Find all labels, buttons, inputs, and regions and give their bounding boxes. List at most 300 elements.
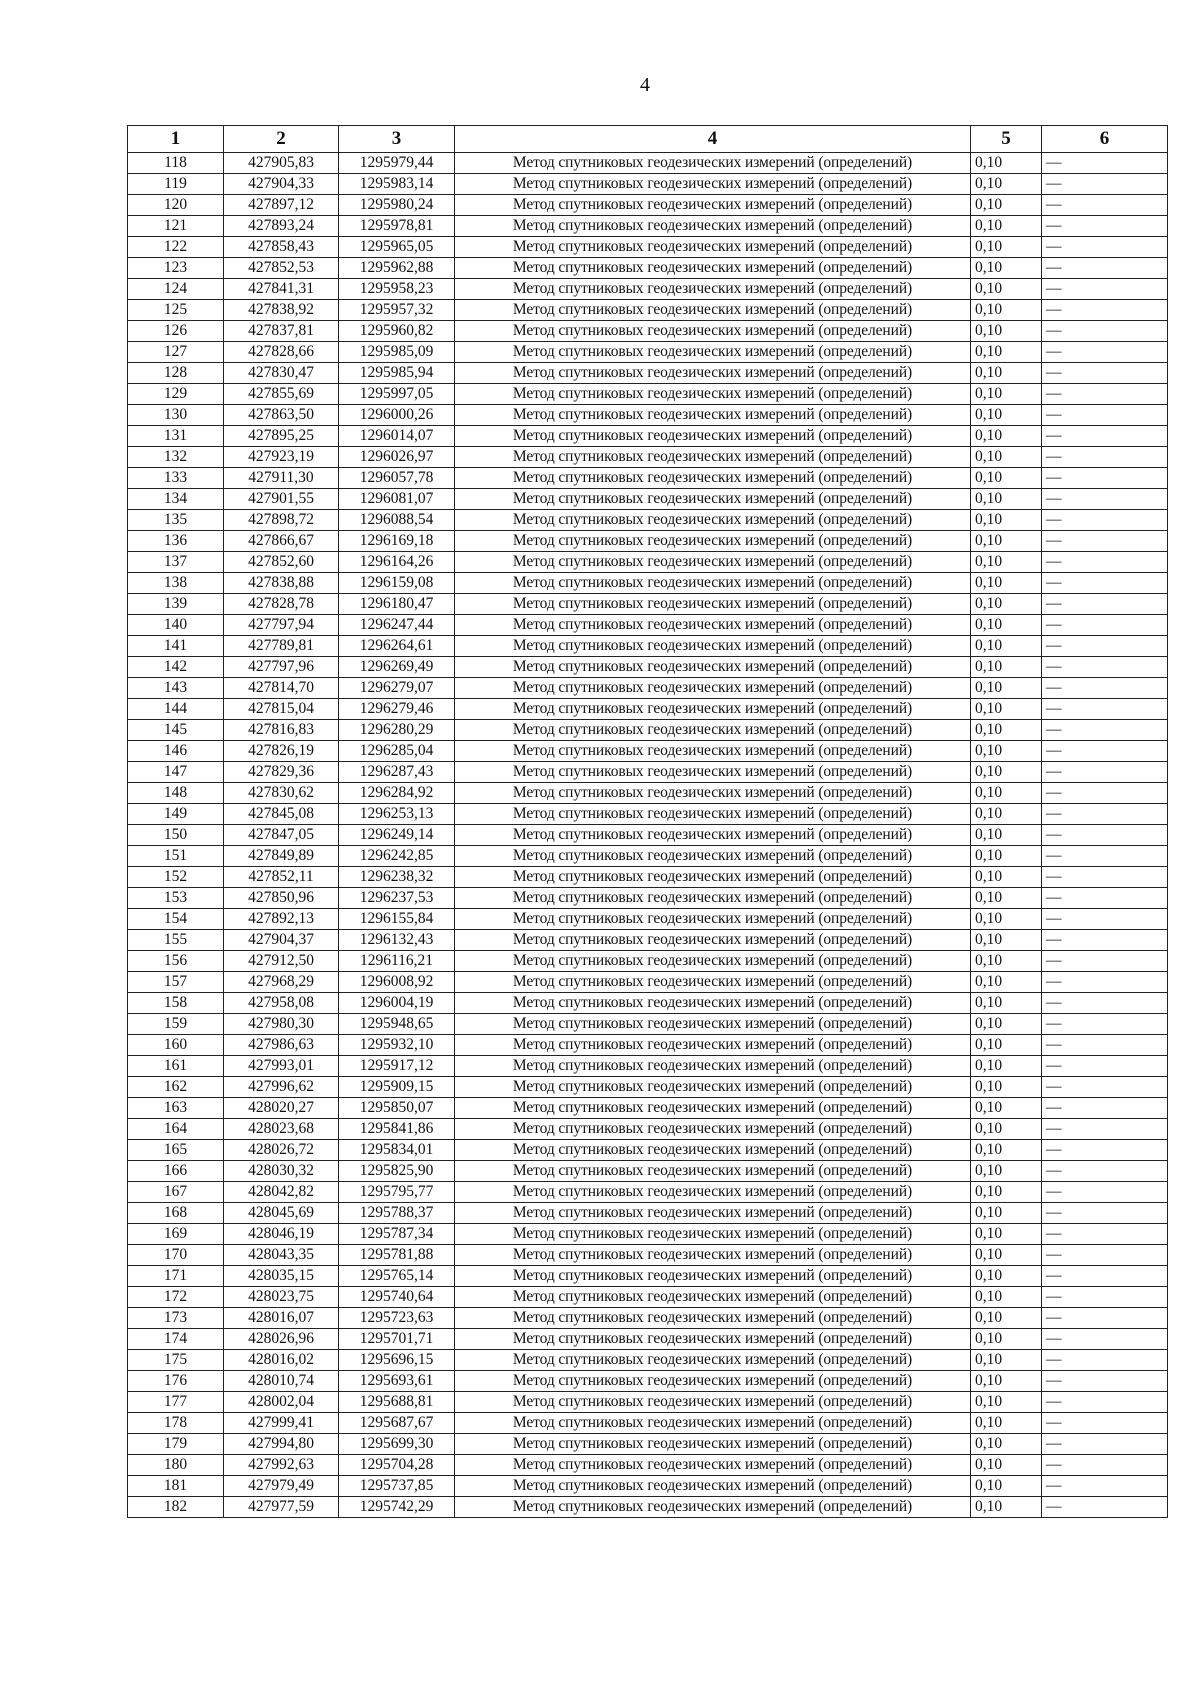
method-cell: Метод спутниковых геодезических измерений (определений) (455, 426, 971, 447)
point-number-cell: 157 (128, 972, 224, 993)
accuracy-cell: 0,10 (971, 468, 1042, 489)
accuracy-cell: 0,10 (971, 1182, 1042, 1203)
method-cell: Метод спутниковых геодезических измерений (определений) (455, 405, 971, 426)
coordinate-x-cell: 428042,82 (224, 1182, 339, 1203)
note-cell: — (1042, 468, 1168, 489)
table-row (128, 1224, 1168, 1245)
table-row (128, 279, 1168, 300)
point-number-cell: 134 (128, 489, 224, 510)
coordinate-x-cell: 427979,49 (224, 1476, 339, 1497)
note-cell: — (1042, 867, 1168, 888)
coordinate-x-cell: 427830,47 (224, 363, 339, 384)
point-number-cell: 164 (128, 1119, 224, 1140)
note-cell: — (1042, 846, 1168, 867)
accuracy-cell: 0,10 (971, 174, 1042, 195)
accuracy-cell: 0,10 (971, 1245, 1042, 1266)
coordinate-x-cell: 428010,74 (224, 1371, 339, 1392)
table-row (128, 1203, 1168, 1224)
coordinate-x-cell: 427893,24 (224, 216, 339, 237)
point-number-cell: 133 (128, 468, 224, 489)
method-cell: Метод спутниковых геодезических измерений (определений) (455, 153, 971, 174)
method-cell: Метод спутниковых геодезических измерений (определений) (455, 762, 971, 783)
table-row (128, 1434, 1168, 1455)
accuracy-cell: 0,10 (971, 300, 1042, 321)
note-cell: — (1042, 1182, 1168, 1203)
note-cell: — (1042, 321, 1168, 342)
method-cell: Метод спутниковых геодезических измерений (определений) (455, 720, 971, 741)
coordinate-y-cell: 1295985,09 (339, 342, 455, 363)
coordinate-y-cell: 1296014,07 (339, 426, 455, 447)
table-row (128, 1056, 1168, 1077)
accuracy-cell: 0,10 (971, 1119, 1042, 1140)
coordinate-x-cell: 427847,05 (224, 825, 339, 846)
coordinate-y-cell: 1296164,26 (339, 552, 455, 573)
accuracy-cell: 0,10 (971, 930, 1042, 951)
point-number-cell: 151 (128, 846, 224, 867)
accuracy-cell: 0,10 (971, 258, 1042, 279)
table-row (128, 1350, 1168, 1371)
coordinate-y-cell: 1296004,19 (339, 993, 455, 1014)
accuracy-cell: 0,10 (971, 1371, 1042, 1392)
coordinate-x-cell: 427895,25 (224, 426, 339, 447)
accuracy-cell: 0,10 (971, 1203, 1042, 1224)
coordinate-x-cell: 427828,78 (224, 594, 339, 615)
table-row (128, 888, 1168, 909)
coordinate-x-cell: 428002,04 (224, 1392, 339, 1413)
header-col-1: 1 (128, 126, 224, 153)
table-row (128, 321, 1168, 342)
coordinate-y-cell: 1295965,05 (339, 237, 455, 258)
table-row (128, 1098, 1168, 1119)
point-number-cell: 121 (128, 216, 224, 237)
accuracy-cell: 0,10 (971, 993, 1042, 1014)
table-row (128, 804, 1168, 825)
table-row (128, 468, 1168, 489)
method-cell: Метод спутниковых геодезических измерений (определений) (455, 1224, 971, 1245)
accuracy-cell: 0,10 (971, 195, 1042, 216)
point-number-cell: 130 (128, 405, 224, 426)
point-number-cell: 128 (128, 363, 224, 384)
coordinate-y-cell: 1295723,63 (339, 1308, 455, 1329)
accuracy-cell: 0,10 (971, 804, 1042, 825)
coordinate-x-cell: 427904,33 (224, 174, 339, 195)
coordinate-y-cell: 1296237,53 (339, 888, 455, 909)
accuracy-cell: 0,10 (971, 1350, 1042, 1371)
accuracy-cell: 0,10 (971, 1056, 1042, 1077)
method-cell: Метод спутниковых геодезических измерений (определений) (455, 468, 971, 489)
point-number-cell: 149 (128, 804, 224, 825)
coordinate-y-cell: 1295699,30 (339, 1434, 455, 1455)
point-number-cell: 159 (128, 1014, 224, 1035)
coordinate-x-cell: 428023,75 (224, 1287, 339, 1308)
coordinate-x-cell: 427814,70 (224, 678, 339, 699)
coordinate-x-cell: 427863,50 (224, 405, 339, 426)
coordinate-y-cell: 1296132,43 (339, 930, 455, 951)
coordinate-x-cell: 427797,94 (224, 615, 339, 636)
header-col-2: 2 (224, 126, 339, 153)
coordinate-x-cell: 427828,66 (224, 342, 339, 363)
header-col-3: 3 (339, 126, 455, 153)
method-cell: Метод спутниковых геодезических измерений (определений) (455, 1392, 971, 1413)
method-cell: Метод спутниковых геодезических измерений (определений) (455, 300, 971, 321)
accuracy-cell: 0,10 (971, 384, 1042, 405)
note-cell: — (1042, 1098, 1168, 1119)
point-number-cell: 146 (128, 741, 224, 762)
method-cell: Метод спутниковых геодезических измерений (определений) (455, 951, 971, 972)
accuracy-cell: 0,10 (971, 846, 1042, 867)
method-cell: Метод спутниковых геодезических измерений (определений) (455, 1056, 971, 1077)
note-cell: — (1042, 384, 1168, 405)
point-number-cell: 132 (128, 447, 224, 468)
method-cell: Метод спутниковых геодезических измерений (определений) (455, 1497, 971, 1518)
coordinate-x-cell: 428030,32 (224, 1161, 339, 1182)
point-number-cell: 171 (128, 1266, 224, 1287)
coordinate-y-cell: 1295983,14 (339, 174, 455, 195)
method-cell: Метод спутниковых геодезических измерений (определений) (455, 846, 971, 867)
coordinate-y-cell: 1295696,15 (339, 1350, 455, 1371)
coordinate-y-cell: 1295765,14 (339, 1266, 455, 1287)
method-cell: Метод спутниковых геодезических измерений (определений) (455, 1350, 971, 1371)
coordinate-y-cell: 1296284,92 (339, 783, 455, 804)
coordinate-x-cell: 428035,15 (224, 1266, 339, 1287)
coordinate-x-cell: 427852,11 (224, 867, 339, 888)
coordinate-y-cell: 1296242,85 (339, 846, 455, 867)
point-number-cell: 147 (128, 762, 224, 783)
accuracy-cell: 0,10 (971, 783, 1042, 804)
table-row (128, 993, 1168, 1014)
point-number-cell: 152 (128, 867, 224, 888)
coordinate-x-cell: 428023,68 (224, 1119, 339, 1140)
coordinate-x-cell: 428043,35 (224, 1245, 339, 1266)
coordinate-x-cell: 427837,81 (224, 321, 339, 342)
coordinate-y-cell: 1295850,07 (339, 1098, 455, 1119)
table-row (128, 153, 1168, 174)
coordinate-x-cell: 427797,96 (224, 657, 339, 678)
header-col-4: 4 (455, 126, 971, 153)
note-cell: — (1042, 1161, 1168, 1182)
accuracy-cell: 0,10 (971, 615, 1042, 636)
point-number-cell: 136 (128, 531, 224, 552)
point-number-cell: 160 (128, 1035, 224, 1056)
point-number-cell: 170 (128, 1245, 224, 1266)
accuracy-cell: 0,10 (971, 321, 1042, 342)
coordinate-y-cell: 1296000,26 (339, 405, 455, 426)
point-number-cell: 182 (128, 1497, 224, 1518)
method-cell: Метод спутниковых геодезических измерений (определений) (455, 195, 971, 216)
coordinate-y-cell: 1295688,81 (339, 1392, 455, 1413)
note-cell: — (1042, 489, 1168, 510)
coordinate-y-cell: 1295742,29 (339, 1497, 455, 1518)
note-cell: — (1042, 783, 1168, 804)
coordinate-x-cell: 428020,27 (224, 1098, 339, 1119)
note-cell: — (1042, 216, 1168, 237)
point-number-cell: 155 (128, 930, 224, 951)
method-cell: Метод спутниковых геодезических измерений (определений) (455, 531, 971, 552)
point-number-cell: 148 (128, 783, 224, 804)
table-row (128, 1161, 1168, 1182)
point-number-cell: 156 (128, 951, 224, 972)
method-cell: Метод спутниковых геодезических измерений (определений) (455, 1413, 971, 1434)
method-cell: Метод спутниковых геодезических измерений (определений) (455, 678, 971, 699)
coordinate-y-cell: 1295825,90 (339, 1161, 455, 1182)
coordinate-x-cell: 427905,83 (224, 153, 339, 174)
coordinate-x-cell: 427829,36 (224, 762, 339, 783)
method-cell: Метод спутниковых геодезических измерений (определений) (455, 804, 971, 825)
note-cell: — (1042, 594, 1168, 615)
coordinate-x-cell: 427999,41 (224, 1413, 339, 1434)
method-cell: Метод спутниковых геодезических измерений (определений) (455, 993, 971, 1014)
point-number-cell: 137 (128, 552, 224, 573)
accuracy-cell: 0,10 (971, 1077, 1042, 1098)
point-number-cell: 127 (128, 342, 224, 363)
coordinate-y-cell: 1295781,88 (339, 1245, 455, 1266)
coordinate-y-cell: 1296279,07 (339, 678, 455, 699)
point-number-cell: 172 (128, 1287, 224, 1308)
coordinate-y-cell: 1296264,61 (339, 636, 455, 657)
coordinates-table (127, 125, 1168, 1518)
accuracy-cell: 0,10 (971, 720, 1042, 741)
table-row (128, 1014, 1168, 1035)
point-number-cell: 161 (128, 1056, 224, 1077)
accuracy-cell: 0,10 (971, 279, 1042, 300)
method-cell: Метод спутниковых геодезических измерений (определений) (455, 1287, 971, 1308)
point-number-cell: 150 (128, 825, 224, 846)
table-row (128, 447, 1168, 468)
note-cell: — (1042, 804, 1168, 825)
coordinate-y-cell: 1296253,13 (339, 804, 455, 825)
note-cell: — (1042, 1329, 1168, 1350)
note-cell: — (1042, 1077, 1168, 1098)
note-cell: — (1042, 342, 1168, 363)
point-number-cell: 129 (128, 384, 224, 405)
table-row (128, 972, 1168, 993)
method-cell: Метод спутниковых геодезических измерений (определений) (455, 657, 971, 678)
table-row (128, 867, 1168, 888)
point-number-cell: 120 (128, 195, 224, 216)
table-row (128, 1308, 1168, 1329)
table-row (128, 1329, 1168, 1350)
note-cell: — (1042, 720, 1168, 741)
note-cell: — (1042, 1056, 1168, 1077)
accuracy-cell: 0,10 (971, 237, 1042, 258)
note-cell: — (1042, 1224, 1168, 1245)
coordinate-x-cell: 428045,69 (224, 1203, 339, 1224)
coordinate-y-cell: 1296057,78 (339, 468, 455, 489)
coordinate-y-cell: 1295909,15 (339, 1077, 455, 1098)
table-row (128, 384, 1168, 405)
note-cell: — (1042, 510, 1168, 531)
note-cell: — (1042, 993, 1168, 1014)
accuracy-cell: 0,10 (971, 1308, 1042, 1329)
note-cell: — (1042, 1455, 1168, 1476)
accuracy-cell: 0,10 (971, 762, 1042, 783)
accuracy-cell: 0,10 (971, 552, 1042, 573)
note-cell: — (1042, 636, 1168, 657)
coordinate-x-cell: 427901,55 (224, 489, 339, 510)
table-row (128, 1035, 1168, 1056)
coordinate-y-cell: 1295834,01 (339, 1140, 455, 1161)
note-cell: — (1042, 930, 1168, 951)
note-cell: — (1042, 1119, 1168, 1140)
table-row (128, 1287, 1168, 1308)
note-cell: — (1042, 951, 1168, 972)
note-cell: — (1042, 552, 1168, 573)
point-number-cell: 144 (128, 699, 224, 720)
coordinate-x-cell: 427849,89 (224, 846, 339, 867)
coordinate-x-cell: 427977,59 (224, 1497, 339, 1518)
coordinate-y-cell: 1295980,24 (339, 195, 455, 216)
table-row (128, 951, 1168, 972)
point-number-cell: 162 (128, 1077, 224, 1098)
coordinate-y-cell: 1295958,23 (339, 279, 455, 300)
method-cell: Метод спутниковых геодезических измерений (определений) (455, 699, 971, 720)
accuracy-cell: 0,10 (971, 153, 1042, 174)
table-row (128, 1245, 1168, 1266)
point-number-cell: 126 (128, 321, 224, 342)
note-cell: — (1042, 531, 1168, 552)
coordinate-x-cell: 427841,31 (224, 279, 339, 300)
method-cell: Метод спутниковых геодезических измерений (определений) (455, 615, 971, 636)
coordinate-y-cell: 1296180,47 (339, 594, 455, 615)
note-cell: — (1042, 573, 1168, 594)
point-number-cell: 169 (128, 1224, 224, 1245)
coordinate-y-cell: 1296269,49 (339, 657, 455, 678)
coordinate-x-cell: 428016,02 (224, 1350, 339, 1371)
accuracy-cell: 0,10 (971, 1329, 1042, 1350)
table-row (128, 258, 1168, 279)
coordinate-y-cell: 1296287,43 (339, 762, 455, 783)
accuracy-cell: 0,10 (971, 1497, 1042, 1518)
point-number-cell: 131 (128, 426, 224, 447)
note-cell: — (1042, 615, 1168, 636)
header-col-5: 5 (971, 126, 1042, 153)
accuracy-cell: 0,10 (971, 1455, 1042, 1476)
coordinate-x-cell: 428046,19 (224, 1224, 339, 1245)
point-number-cell: 158 (128, 993, 224, 1014)
note-cell: — (1042, 258, 1168, 279)
table-row (128, 1476, 1168, 1497)
point-number-cell: 140 (128, 615, 224, 636)
accuracy-cell: 0,10 (971, 1476, 1042, 1497)
coordinate-y-cell: 1296081,07 (339, 489, 455, 510)
point-number-cell: 165 (128, 1140, 224, 1161)
coordinate-y-cell: 1295693,61 (339, 1371, 455, 1392)
note-cell: — (1042, 1371, 1168, 1392)
method-cell: Метод спутниковых геодезических измерений (определений) (455, 636, 971, 657)
note-cell: — (1042, 1266, 1168, 1287)
coordinate-x-cell: 427855,69 (224, 384, 339, 405)
note-cell: — (1042, 237, 1168, 258)
page-number: 4 (640, 74, 650, 96)
method-cell: Метод спутниковых геодезических измерений (определений) (455, 552, 971, 573)
point-number-cell: 176 (128, 1371, 224, 1392)
note-cell: — (1042, 363, 1168, 384)
method-cell: Метод спутниковых геодезических измерений (определений) (455, 258, 971, 279)
note-cell: — (1042, 405, 1168, 426)
accuracy-cell: 0,10 (971, 1140, 1042, 1161)
coordinate-x-cell: 427892,13 (224, 909, 339, 930)
point-number-cell: 179 (128, 1434, 224, 1455)
coordinate-y-cell: 1295841,86 (339, 1119, 455, 1140)
accuracy-cell: 0,10 (971, 1224, 1042, 1245)
accuracy-cell: 0,10 (971, 342, 1042, 363)
accuracy-cell: 0,10 (971, 510, 1042, 531)
table-row (128, 678, 1168, 699)
note-cell: — (1042, 1350, 1168, 1371)
note-cell: — (1042, 1476, 1168, 1497)
coordinate-x-cell: 427993,01 (224, 1056, 339, 1077)
note-cell: — (1042, 300, 1168, 321)
note-cell: — (1042, 762, 1168, 783)
accuracy-cell: 0,10 (971, 1098, 1042, 1119)
table-row (128, 489, 1168, 510)
table-row (128, 594, 1168, 615)
coordinate-y-cell: 1295985,94 (339, 363, 455, 384)
table-row (128, 741, 1168, 762)
point-number-cell: 178 (128, 1413, 224, 1434)
coordinate-y-cell: 1295687,67 (339, 1413, 455, 1434)
table-row (128, 699, 1168, 720)
coordinate-x-cell: 427994,80 (224, 1434, 339, 1455)
table-row (128, 825, 1168, 846)
accuracy-cell: 0,10 (971, 1035, 1042, 1056)
coordinate-x-cell: 427850,96 (224, 888, 339, 909)
note-cell: — (1042, 1014, 1168, 1035)
coordinate-y-cell: 1295979,44 (339, 153, 455, 174)
coordinate-y-cell: 1295795,77 (339, 1182, 455, 1203)
point-number-cell: 142 (128, 657, 224, 678)
point-number-cell: 118 (128, 153, 224, 174)
coordinate-y-cell: 1295978,81 (339, 216, 455, 237)
accuracy-cell: 0,10 (971, 909, 1042, 930)
table-row (128, 1182, 1168, 1203)
table-row (128, 1392, 1168, 1413)
note-cell: — (1042, 1434, 1168, 1455)
note-cell: — (1042, 153, 1168, 174)
table-row (128, 1140, 1168, 1161)
accuracy-cell: 0,10 (971, 657, 1042, 678)
coordinate-y-cell: 1296249,14 (339, 825, 455, 846)
coordinate-x-cell: 427852,53 (224, 258, 339, 279)
note-cell: — (1042, 1308, 1168, 1329)
table-row (128, 1413, 1168, 1434)
note-cell: — (1042, 699, 1168, 720)
point-number-cell: 163 (128, 1098, 224, 1119)
coordinate-y-cell: 1296159,08 (339, 573, 455, 594)
coordinate-x-cell: 427958,08 (224, 993, 339, 1014)
coordinate-y-cell: 1295787,34 (339, 1224, 455, 1245)
method-cell: Метод спутниковых геодезических измерений (определений) (455, 783, 971, 804)
table-row (128, 1371, 1168, 1392)
coordinate-x-cell: 427830,62 (224, 783, 339, 804)
method-cell: Метод спутниковых геодезических измерений (определений) (455, 447, 971, 468)
table-row (128, 1077, 1168, 1098)
method-cell: Метод спутниковых геодезических измерений (определений) (455, 489, 971, 510)
point-number-cell: 139 (128, 594, 224, 615)
point-number-cell: 177 (128, 1392, 224, 1413)
coordinate-x-cell: 427858,43 (224, 237, 339, 258)
coordinate-y-cell: 1296008,92 (339, 972, 455, 993)
table-row (128, 510, 1168, 531)
accuracy-cell: 0,10 (971, 447, 1042, 468)
table-row (128, 762, 1168, 783)
table-row (128, 1266, 1168, 1287)
note-cell: — (1042, 1245, 1168, 1266)
accuracy-cell: 0,10 (971, 1434, 1042, 1455)
note-cell: — (1042, 888, 1168, 909)
coordinate-x-cell: 427866,67 (224, 531, 339, 552)
accuracy-cell: 0,10 (971, 678, 1042, 699)
